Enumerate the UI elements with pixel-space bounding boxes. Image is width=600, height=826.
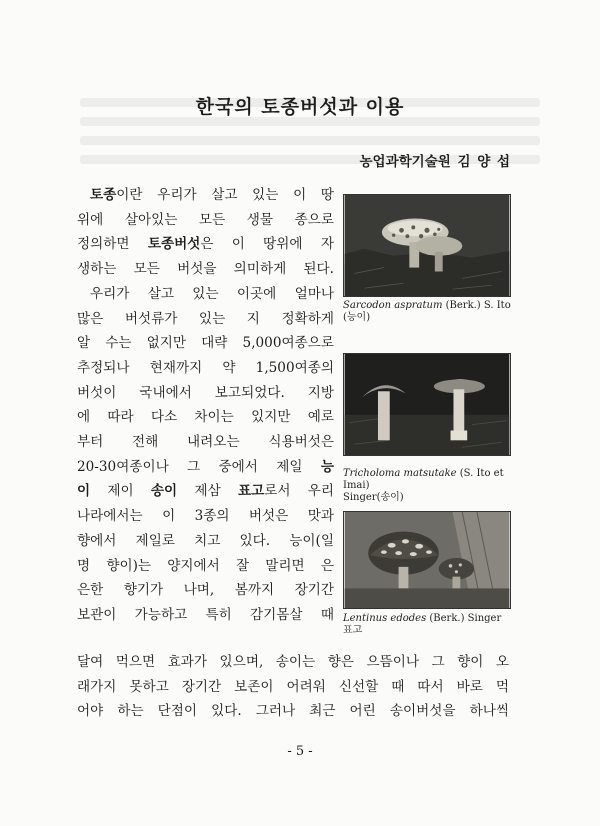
page-number: - 5 - [287, 744, 313, 759]
text-run: 위에 살아있는 모든 생물 종으로 [77, 211, 334, 228]
text-run: 추정되나 현재까지 약 1,500여종의 [77, 359, 334, 376]
body-line [77, 578, 334, 603]
author-citation: (Berk.) S. Ito [442, 300, 511, 311]
photo-lentinus [343, 511, 511, 609]
lentinus-image [344, 512, 510, 608]
body-line [77, 554, 334, 579]
body-line [77, 381, 334, 406]
text-run: 명 향이)는 양지에서 잘 말리면 은 [77, 557, 334, 574]
page-title: 한국의 토종버섯과 이용 [195, 96, 405, 118]
author-line: 농업과학기술원 김 양 섭 [359, 154, 510, 170]
body-line [77, 232, 334, 257]
text-run: 나라에서는 이 3종의 버섯은 맛과 [77, 508, 334, 525]
text-run: 우리가 살고 있는 이곳에 얼마나 [90, 285, 334, 302]
korean-name: (능이) [343, 312, 371, 323]
text-run: 제삼 [177, 483, 238, 500]
text-run: 은한 향기가 나며, 봄까지 장기간 [77, 582, 334, 599]
body-line: 어야 하는 단점이 있다. 그러나 최근 어린 송이버섯을 하나씩 [77, 703, 509, 720]
body-line: 달여 먹으면 효과가 있으며, 송이는 향은 으뜸이나 그 향이 오 [77, 654, 509, 670]
body-line [77, 430, 334, 455]
body-line [77, 405, 334, 430]
text-run: 은 이 땅위에 자 [200, 236, 334, 253]
body-line [77, 183, 334, 208]
body-line [77, 455, 334, 480]
body-line [77, 479, 334, 504]
body-line [77, 208, 334, 233]
body-full-width [77, 650, 509, 724]
sarcodon-image [344, 195, 510, 296]
photo-sarcodon [343, 194, 511, 297]
text-run: 부터 전해 내려오는 식용버섯은 [77, 434, 334, 451]
latin-name: Sarcodon aspratum [343, 300, 443, 311]
latin-name: Lentinus edodes [343, 613, 427, 624]
text-run: 이란 우리가 살고 있는 이 땅 [116, 187, 334, 203]
body-line [77, 282, 334, 307]
body-line [77, 307, 334, 332]
emphasis-term: 이 [77, 483, 91, 500]
body-line [77, 529, 334, 554]
caption-sarcodon [343, 300, 518, 324]
body-line [77, 603, 334, 628]
emphasis-term: 송이 [150, 483, 178, 500]
photo-tricholoma [343, 353, 511, 456]
emphasis-term: 표고 [237, 483, 265, 500]
text-run: 많은 버섯류가 있는 지 정확하게 [77, 310, 334, 327]
author-citation: (S. Ito et Imai) [343, 468, 504, 491]
caption-tricholoma [343, 468, 518, 504]
author-citation: (Berk.) Singer [426, 613, 502, 624]
korean-name: Singer(송이) [343, 492, 404, 503]
body-line [77, 504, 334, 529]
latin-name: Tricholoma matsutake [343, 468, 457, 479]
emphasis-term: 능 [320, 458, 334, 475]
text-run: 향에서 제일로 치고 있다. 능이(일 [77, 532, 334, 549]
text-run: 로서 우리 [264, 483, 334, 500]
emphasis-term: 토종 [90, 187, 117, 203]
text-run: 에 따라 다소 차이는 있지만 예로 [77, 409, 334, 426]
caption-lentinus [343, 613, 518, 637]
korean-name: 표고 [343, 625, 363, 636]
body-column [77, 183, 334, 628]
text-run: 알 수는 없지만 대략 5,000여종으로 [77, 335, 334, 352]
text-run: 버섯이 국내에서 보고되었다. 지방 [77, 384, 334, 401]
tricholoma-image [344, 354, 510, 455]
emphasis-term: 토종버섯 [147, 236, 201, 253]
body-line: 래가지 못하고 장기간 보존이 어려워 신선할 때 따서 바로 먹 [77, 678, 509, 695]
text-run: 20-30여종이나 그 중에서 제일 [77, 458, 321, 475]
text-run: 제이 [90, 483, 151, 500]
body-line [77, 356, 334, 381]
body-line [77, 257, 334, 282]
body-line [77, 331, 334, 356]
text-run: 정의하면 [77, 236, 148, 253]
text-run: 보관이 가능하고 특히 감기몸살 때 [77, 606, 334, 623]
text-run: 생하는 모든 버섯을 의미하게 된다. [77, 261, 334, 278]
